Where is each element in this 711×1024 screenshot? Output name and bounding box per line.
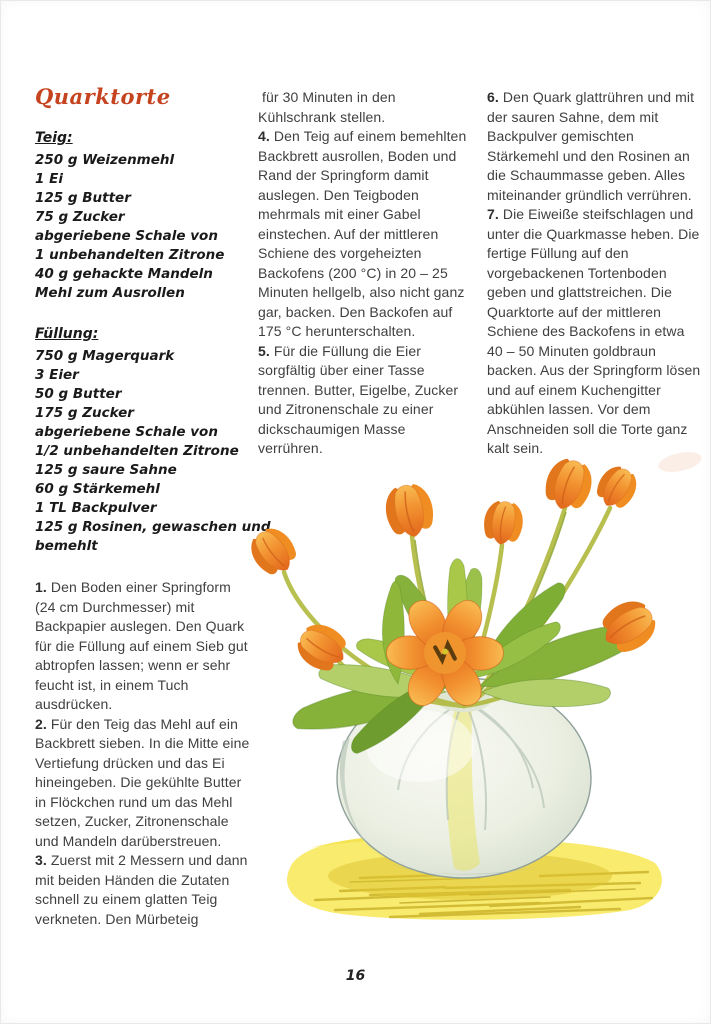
tulip-illustration (240, 448, 702, 938)
ingredient-line: 750 g Magerquark (35, 348, 175, 364)
step-number: 3. (35, 852, 47, 868)
teig-list (35, 151, 253, 303)
step-text: Den Boden einer Springform (24 cm Durchmesser) mit Backpapier auslegen. Den Quark für die Füllung auf einem Sieb gut abtropfen lassen; wenn er sehr feucht ist, in einem Tuch ausdrücken. (35, 579, 248, 712)
middle-column (258, 88, 472, 459)
ingredient-line: 125 g saure Sahne (35, 462, 177, 478)
ingredient-line: 125 g Rosinen, gewaschen und (35, 519, 271, 535)
ingredient-line: abgeriebene Schale von (35, 228, 218, 244)
ingredient-line: 1/2 unbehandelten Zitrone (35, 443, 239, 459)
ingredient-line: 60 g Stärkemehl (35, 481, 160, 497)
step-text: Für den Teig das Mehl auf ein Backbrett sieben. In die Mitte eine Vertiefung drücken und das Ei hineingeben. Die gekühlte Butter in Flöckchen rund um das Mehl setzen, Zucker, Zitronenschale und Mandeln darüberstreuen. (35, 715, 250, 849)
instruction-step (258, 342, 472, 459)
instruction-step (487, 88, 701, 205)
ingredient-line: 1 TL Backpulver (35, 500, 157, 516)
ingredient-line: 125 g Butter (35, 190, 131, 206)
ingredient-line: bemehlt (35, 538, 98, 554)
step-number: 6. (487, 89, 499, 105)
ingredients-fuellung (35, 325, 271, 556)
instruction-step (35, 578, 253, 715)
instruction-step (258, 88, 472, 127)
step-number: 1. (35, 579, 47, 595)
step-number: 5. (258, 342, 270, 359)
ingredient-line: 50 g Butter (35, 386, 122, 402)
watercolor-smudge (657, 449, 702, 476)
ingredient-line: 175 g Zucker (35, 405, 134, 421)
instruction-step (258, 127, 472, 342)
page-number: 16 (345, 968, 366, 984)
step-text: Für die Füllung die Eier sorgfältig über einer Tasse trennen. Butter, Eigelbe, Zucker und Zitronenschale zu einer dickschaumigen Masse verrühren. (258, 342, 459, 456)
step-text: für 30 Minuten in den Kühlschrank stellen. (258, 89, 396, 125)
steps-right (487, 88, 701, 459)
instruction-step (487, 205, 701, 459)
step-text: Die Eiweiße steifschlagen und unter die Quarkmasse heben. Die fertige Füllung auf den vorgebackenen Tortenboden geben und glattstreichen. Die Quarktorte auf der mittleren Schiene des Backofens in etwa 40 – 50 Minuten goldbraun backen. Aus der Springform lösen und auf einem Kuchengitter abkühlen lassen. Vor dem Anschneiden soll die Torte ganz kalt sein. (487, 206, 701, 456)
step-number: 4. (258, 128, 270, 144)
step-number: 2. (35, 715, 47, 732)
step-number: 7. (487, 206, 499, 222)
fuellung-list (35, 347, 271, 556)
teig-heading: Teig: (35, 130, 73, 146)
ingredient-line: 75 g Zucker (35, 209, 125, 225)
left-column (35, 84, 271, 929)
ingredient-line: 40 g gehackte Mandeln (35, 266, 213, 282)
ingredient-line: 3 Eier (35, 367, 79, 383)
ingredient-line: 250 g Weizenmehl (35, 152, 175, 168)
instruction-step (35, 715, 253, 852)
step-text: Zuerst mit 2 Messern und dann mit beiden Händen die Zutaten schnell zu einem glatten Teig verkneten. Den Mürbeteig (35, 852, 248, 927)
instruction-step (35, 851, 253, 929)
steps-middle (258, 88, 472, 459)
right-column (487, 88, 701, 459)
steps-left (35, 578, 253, 929)
step-text: Den Teig auf einem bemehlten Backbrett ausrollen, Boden und Rand der Springform damit auslegen. Den Teigboden mehrmals mit einer Gabel einstechen. Auf der mittleren Schiene des vorgeheizten Backofens (200 °C) in 20 – 25 Minuten hellgelb, also nicht ganz gar, backen. Den Backofen auf 175 °C herunterschalten. (258, 128, 467, 339)
ingredient-line: Mehl zum Ausrollen (35, 285, 185, 301)
ingredients-teig (35, 129, 253, 303)
ingredient-line: 1 unbehandelten Zitrone (35, 247, 225, 263)
ingredient-line: 1 Ei (35, 171, 63, 187)
recipe-title: Quarktorte (35, 84, 171, 109)
step-text: Den Quark glattrühren und mit der sauren Sahne, dem mit Backpulver gemischten Stärkemehl und den Rosinen an die Schaummasse geben. Alles miteinander gründlich verrühren. (487, 89, 695, 203)
ingredient-line: abgeriebene Schale von (35, 424, 218, 440)
fuellung-heading: Füllung: (35, 326, 99, 342)
